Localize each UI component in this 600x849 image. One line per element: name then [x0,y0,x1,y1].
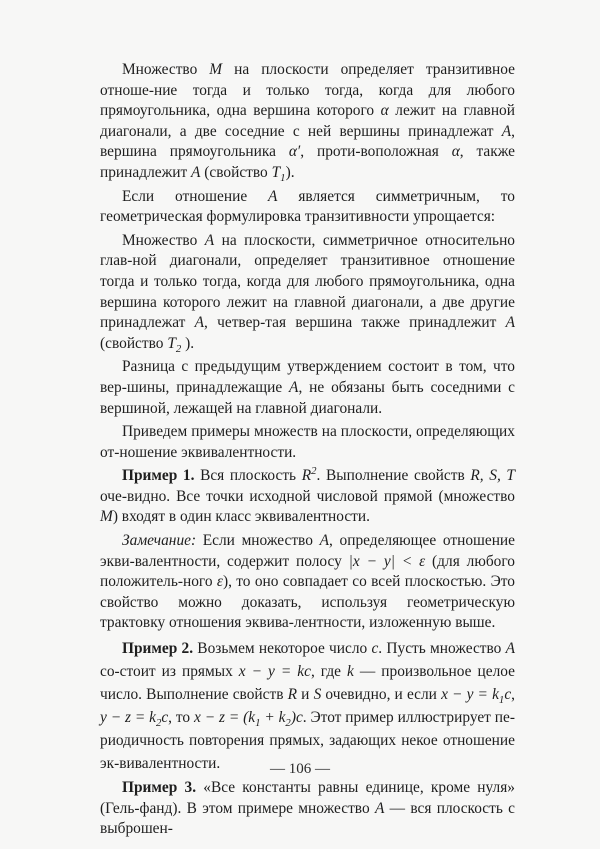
math-subscript: 2 [155,717,162,730]
math-symbol: A [505,640,515,658]
text-run: — вся плоскость с выброшен- [100,799,515,838]
text-run: , проти-воположная [300,143,452,161]
text-run: ), то оно совпадает со всей плоскостью. Это свойство можно доказать, используя геометрическую трактовку отношения эквива-лентности, изложенную выше. [100,573,515,632]
math-part: x − y = k [441,686,499,704]
paragraph-difference [100,357,515,419]
text-run: на плоскости определяет транзитивное отноше-ние тогда и только тогда, когда для любого прямоугольника, одна вершина которого [100,61,515,120]
math-symbol: k [347,663,354,681]
math-part: c [161,709,169,727]
paragraph-examples-intro [100,422,515,463]
text-run: Если множество [196,532,320,550]
text-run: , определяющее отношение экви-валентности, содержит полосу [100,532,515,570]
text-run: Множество [122,61,210,78]
math-symbol: M [100,508,113,526]
text-run: оче-видно. Все точки исходной числовой прямой (множество [100,487,515,505]
remark-label: Замечание: [122,532,197,550]
math-symbol: A [204,231,215,249]
paragraph-remark [100,531,515,634]
paragraph-symmetric-statement [100,231,515,355]
math-subscript: 1 [280,172,286,185]
paragraph-example-1 [100,466,515,528]
math-part: c [504,686,512,704]
math-symbol: A [501,122,512,140]
text-run: — произвольное целое число. Выполнение свойств [100,663,515,704]
text-run: ) входят в один класс эквивалентности. [112,508,370,526]
math-symbol: A [319,532,329,550]
paragraph-example-3 [100,778,515,840]
math-subscript: 2 [285,717,291,730]
math-part: T [167,334,176,352]
math-symbol: A [289,378,299,396]
math-symbol: S [313,686,322,704]
text-run: Множество [122,231,205,249]
text-run: , где [310,663,348,681]
math-symbol: A [194,314,205,332]
example-label: Пример 2. [122,640,194,658]
math-part: + k [260,709,286,727]
text-run: очевидно, и если [321,686,442,704]
math-part: )c [290,709,303,727]
text-run: ). [285,163,295,181]
text-run: , четвер-тая вершина также принадлежит [204,314,506,332]
text-run: лежит на главной диагонали, а две соседние с ней вершины принадлежат [100,102,515,140]
example-label: Пример 3. [122,779,197,797]
math-symbol: R [287,686,298,704]
text-run: Разница с предыдущим утверждением состоит в том, что вер-шины, принадлежащие [100,358,515,396]
math-subscript: 2 [175,342,182,355]
math-symbol: A [374,799,385,817]
math-formula: |x − y| < ε [348,552,426,570]
text-run: (свойство [200,163,272,181]
math-formula: x − y = kc [238,663,311,681]
text-run: . Выполнение свойств [316,467,471,485]
text-run: , не обязаны быть соседними с вершиной, лежащей на главной диагонали. [100,378,515,417]
math-superscript: 2 [311,465,317,478]
math-symbol: α [451,143,460,161]
math-part: y − z = k [100,709,156,727]
text-run: , вершина прямоугольника [100,122,515,161]
math-symbol: α′ [288,143,301,161]
math-symbol: A [191,163,201,181]
text-run: (для любого положитель-ного [100,552,515,591]
text-run: на плоскости, симметричное относительно глав-ной диагонали, определяет транзитивное отношение тогда и только тогда, когда для любого прямоугольника, одна вершина которого лежит на главной диагонали, а две другие принадлежат [100,231,515,332]
page-body [100,60,515,843]
text-run: , также принадлежит [100,143,515,181]
text-run: . Пусть множество [378,640,506,658]
math-symbol: A [505,314,515,332]
math-symbol: R, S, T [470,467,515,485]
text-run: . Этот пример иллюстрирует пе-риодичность повторения прямых, задающих некое отношение эк-вивалентности. [100,709,515,773]
math-symbol: A [268,187,278,205]
text-run: является симметричным, то геометрическая формулировка транзитивности упрощается: [100,187,515,226]
math-symbol [167,334,182,355]
math-part: R [301,467,312,485]
text-run: Приведем примеры множеств на плоскости, определяющих от-ношение эквивалентности. [100,423,515,461]
math-subscript: 1 [255,717,261,730]
text-run: и [297,686,314,704]
text-run: , то [168,709,194,727]
math-symbol: ε [216,573,223,591]
text-run: (свойство [100,334,168,352]
example-label: Пример 1. [122,467,195,485]
page-number: — 106 — [270,761,330,777]
math-part: x − z = (k [194,709,256,727]
text-run: Если отношение [122,187,269,205]
text-run: , [511,686,516,704]
paragraph-example-2 [100,637,515,775]
math-symbol [302,467,317,484]
paragraph-transitivity-condition [100,60,515,184]
text-run: Возьмем некоторое число [193,640,372,658]
math-formula [194,709,303,730]
math-symbol [271,163,286,185]
text-run: «Все константы равны единице, кроме нуля» (Гель-фанд). В этом примере множество [100,779,515,817]
math-part: T [271,163,281,181]
paragraph-symmetric-case [100,187,515,228]
math-symbol: c [371,640,379,658]
math-symbol: α [380,102,389,120]
text-run: Вся плоскость [194,467,302,485]
text-run: со-стоит из прямых [100,663,239,681]
math-symbol: M [209,61,223,78]
math-subscript: 1 [498,694,505,707]
text-run: ). [181,334,195,352]
math-formula [441,686,512,707]
math-formula [100,709,169,730]
